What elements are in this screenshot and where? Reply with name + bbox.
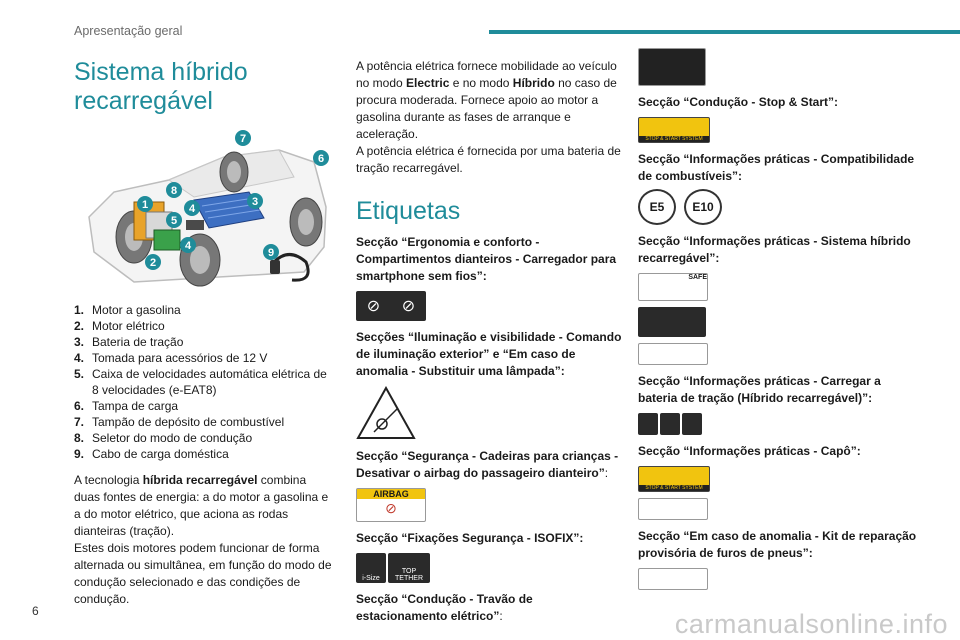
legend-item: 6. Tampa de carga	[74, 398, 179, 413]
paragraph-hybrid-tech: A tecnologia híbrida recarregável combina duas fontes de energia: a do motor a gasolina e a do motor elétrico, que aciona as rodas dianteiras (tração).	[74, 472, 329, 538]
top-tether-icon: TOP TETHER	[388, 553, 430, 583]
hybrid-warning-label	[638, 307, 706, 337]
section-airbag: Secção “Segurança - Cadeiras para crianças - Desativar o airbag do passageiro dianteiro”:	[356, 448, 619, 480]
bonnet-instructions-label	[638, 498, 708, 520]
charging-label-3	[682, 413, 702, 435]
callout-1: 1	[141, 198, 149, 211]
legend-item: 2. Motor elétrico	[74, 318, 165, 333]
legend-item: 1. Motor a gasolina	[74, 302, 181, 317]
bonnet-stop-start-label: STOP & START SYSTEM	[638, 466, 710, 492]
paragraph-electric-power: A potência elétrica fornece mobilidade ao veículo no modo Electric e no modo Híbrido no caso de procura moderada. Fornece apoio ao motor a gasolina durante as fases de arranque e aceleração.	[356, 59, 617, 141]
callout-2: 2	[149, 256, 157, 269]
e10-fuel-badge: E10	[684, 189, 722, 225]
section-fuel-compat: Secção “Informações práticas - Compatibilidade de combustíveis”:	[638, 152, 915, 183]
tyre-repair-label	[638, 568, 708, 590]
stop-start-label: STOP & START SYSTEM	[638, 117, 710, 143]
section-title-hybrid: Sistema híbrido recarregável	[74, 58, 248, 115]
header-section: Apresentação geral	[74, 24, 183, 38]
hybrid-instructions-label	[638, 343, 708, 365]
wireless-charger-label-icon: ⊘ ⊘	[356, 291, 426, 321]
hybrid-car-illustration	[74, 122, 334, 294]
watermark: carmanualsonline.info	[674, 609, 948, 639]
section-isofix: Secção “Fixações Segurança - ISOFIX”:	[356, 530, 584, 545]
hybrid-safety-label: SAFE	[638, 273, 708, 301]
page-number: 6	[32, 604, 39, 618]
column-hybrid-system	[74, 58, 334, 608]
column-labels-continued	[638, 48, 918, 590]
legend-item: 3. Bateria de tração	[74, 334, 184, 349]
section-tyre-repair: Secção “Em caso de anomalia - Kit de reparação provisória de furos de pneus”:	[638, 529, 917, 560]
callout-3: 3	[251, 195, 259, 208]
section-hybrid-system-labels: Secção “Informações práticas - Sistema híbrido recarregável”:	[638, 234, 911, 265]
legend-item: 9. Cabo de carga doméstica	[74, 446, 229, 461]
section-bonnet: Secção “Informações práticas - Capô”:	[638, 444, 861, 458]
legend-item: 8. Seletor do modo de condução	[74, 430, 253, 445]
lamp-warning-icon	[356, 386, 416, 440]
charging-label-2	[660, 413, 680, 435]
section-charge-battery: Secção “Informações práticas - Carregar a bateria de tração (Híbrido recarregável)”:	[638, 374, 881, 405]
charging-label-1	[638, 413, 658, 435]
callout-8: 8	[170, 184, 178, 197]
section-parking-brake: Secção “Condução - Travão de estacionamento elétrico”:	[356, 591, 533, 623]
section-wireless-charger: Secção “Ergonomia e conforto - Compartimentos dianteiros - Carregador para smartphone sem fios”:	[356, 234, 617, 283]
airbag-label: AIRBAG ⊘	[356, 488, 426, 522]
callout-5: 5	[170, 214, 178, 227]
column-labels	[356, 58, 624, 625]
callout-4a: 4	[188, 202, 196, 215]
section-lighting: Secções “Iluminação e visibilidade - Comando de iluminação exterior” e “Em caso de anomalia - Substituir uma lâmpada”:	[356, 329, 622, 378]
parking-brake-label-icon	[638, 48, 706, 86]
callout-4b: 4	[184, 239, 192, 252]
callout-9: 9	[267, 246, 275, 259]
e5-fuel-badge: E5	[638, 189, 676, 225]
callout-7: 7	[239, 132, 247, 145]
isize-icon: i-Size	[356, 553, 386, 583]
paragraph-motors: Estes dois motores podem funcionar de forma alternada ou simultânea, em função do modo de condução selecionado e das condições de condução.	[74, 540, 332, 606]
legend-item: 7. Tampão de depósito de combustível	[74, 414, 285, 429]
child-seat-forbidden-icon: ⊘	[385, 499, 397, 516]
paragraph-battery: A potência elétrica é fornecida por uma bateria de tração recarregável.	[356, 144, 621, 175]
component-legend	[74, 302, 334, 462]
section-stop-start: Secção “Condução - Stop & Start”:	[638, 95, 839, 109]
header-accent-bar	[489, 30, 960, 34]
legend-item: 4. Tomada para acessórios de 12 V	[74, 350, 268, 365]
section-title-labels: Etiquetas	[356, 197, 461, 225]
callout-6: 6	[317, 152, 325, 165]
legend-item: 5. Caixa de velocidades automática elétrica de 8 velocidades (e-EAT8)	[74, 366, 327, 397]
